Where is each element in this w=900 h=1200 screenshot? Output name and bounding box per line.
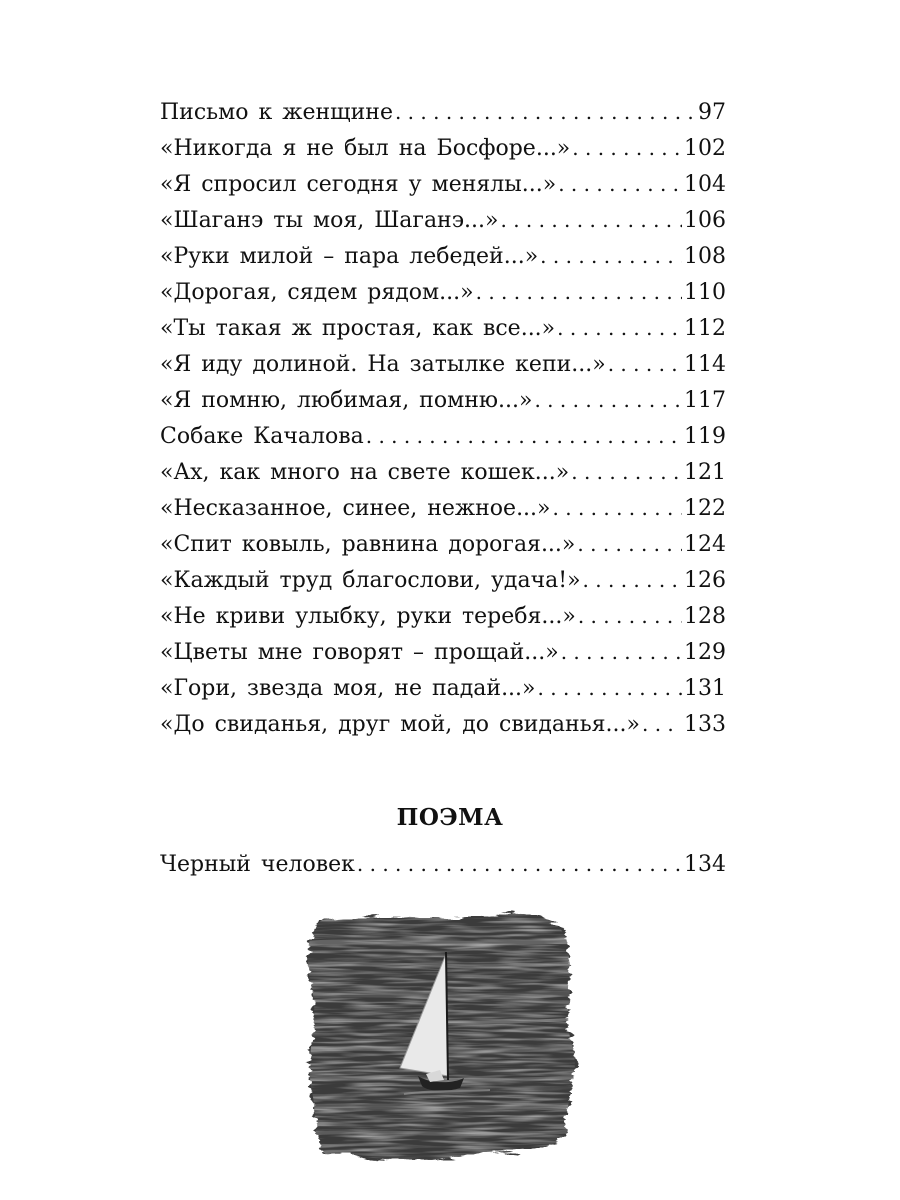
toc-dot-leader bbox=[476, 274, 682, 310]
toc-page-number: 122 bbox=[684, 496, 726, 521]
toc-page-number: 119 bbox=[684, 424, 726, 449]
toc-page-number: 110 bbox=[684, 280, 726, 305]
toc-entry-title: «Я спросил сегодня у менялы...» bbox=[160, 172, 557, 197]
toc-entry[interactable] bbox=[160, 454, 726, 490]
toc-entry-title: «Гори, звезда моя, не падай...» bbox=[160, 676, 536, 701]
toc-dot-leader bbox=[571, 454, 682, 490]
toc-page-number: 102 bbox=[684, 136, 726, 161]
toc-entry[interactable] bbox=[160, 706, 726, 742]
toc-entry-title: «Ты такая ж простая, как все...» bbox=[160, 316, 556, 341]
toc-entry[interactable] bbox=[160, 166, 726, 202]
toc-dot-leader bbox=[357, 846, 682, 882]
toc-entry[interactable] bbox=[160, 94, 726, 130]
toc-entry[interactable] bbox=[160, 310, 726, 346]
toc-entry-title: «Я помню, любимая, помню...» bbox=[160, 388, 533, 413]
toc-page-number: 129 bbox=[684, 640, 726, 665]
toc-entry[interactable] bbox=[160, 526, 726, 562]
section-heading-poem: ПОЭМА bbox=[396, 804, 504, 831]
toc-page-number: 97 bbox=[698, 100, 726, 125]
toc-entry-title: Черный человек bbox=[160, 852, 355, 877]
toc-entry-title: «Ах, как много на свете кошек...» bbox=[160, 460, 570, 485]
toc-entry-title: «Руки милой – пара лебедей...» bbox=[160, 244, 539, 269]
toc-dot-leader bbox=[553, 490, 682, 526]
toc-entry[interactable] bbox=[160, 202, 726, 238]
toc-dot-leader bbox=[557, 310, 682, 346]
toc-dot-leader bbox=[538, 670, 682, 706]
table-of-contents bbox=[160, 94, 726, 742]
toc-entry-title: «Не криви улыбку, руки теребя...» bbox=[160, 604, 576, 629]
toc-entry[interactable] bbox=[160, 598, 726, 634]
toc-entry[interactable] bbox=[160, 670, 726, 706]
toc-entry-title: «Дорогая, сядем рядом...» bbox=[160, 280, 474, 305]
toc-page-number: 133 bbox=[684, 712, 726, 737]
toc-dot-leader bbox=[572, 130, 682, 166]
toc-entry-title: «Несказанное, синее, нежное...» bbox=[160, 496, 551, 521]
toc-entry-title: «Никогда я не был на Босфоре...» bbox=[160, 136, 571, 161]
toc-page-number: 112 bbox=[684, 316, 726, 341]
toc-dot-leader bbox=[608, 346, 682, 382]
toc-dot-leader bbox=[558, 166, 682, 202]
toc-entry[interactable] bbox=[160, 346, 726, 382]
toc-entry-title: Собаке Качалова bbox=[160, 424, 364, 449]
toc-dot-leader bbox=[583, 562, 682, 598]
toc-dot-leader bbox=[578, 598, 682, 634]
toc-page-number: 104 bbox=[684, 172, 726, 197]
toc-page-number: 128 bbox=[684, 604, 726, 629]
toc-dot-leader bbox=[642, 706, 682, 742]
toc-entry[interactable] bbox=[160, 846, 726, 882]
toc-page-number: 106 bbox=[684, 208, 726, 233]
toc-entry-title: «До свиданья, друг мой, до свиданья...» bbox=[160, 712, 640, 737]
toc-entry-title: Письмо к женщине bbox=[160, 100, 393, 125]
toc-dot-leader bbox=[561, 634, 682, 670]
toc-page-number: 134 bbox=[684, 852, 726, 877]
toc-page-number: 126 bbox=[684, 568, 726, 593]
toc-entry-title: «Цветы мне говорят – прощай...» bbox=[160, 640, 559, 665]
toc-entry[interactable] bbox=[160, 274, 726, 310]
toc-page-number: 121 bbox=[684, 460, 726, 485]
toc-page-number: 124 bbox=[684, 532, 726, 557]
toc-entry[interactable] bbox=[160, 418, 726, 454]
toc-entry-title: «Шаганэ ты моя, Шаганэ...» bbox=[160, 208, 499, 233]
toc-entry[interactable] bbox=[160, 382, 726, 418]
toc-entry[interactable] bbox=[160, 238, 726, 274]
sailboat-on-sea-illustration bbox=[300, 904, 590, 1166]
toc-entry-title: «Я иду долиной. На затылке кепи...» bbox=[160, 352, 606, 377]
toc-entry-title: «Спит ковыль, равнина дорогая...» bbox=[160, 532, 576, 557]
toc-page-number: 114 bbox=[684, 352, 726, 377]
toc-dot-leader bbox=[577, 526, 682, 562]
toc-dot-leader bbox=[540, 238, 682, 274]
toc-entry[interactable] bbox=[160, 130, 726, 166]
toc-page-number: 131 bbox=[684, 676, 726, 701]
poem-table-of-contents bbox=[160, 846, 726, 882]
toc-dot-leader bbox=[500, 202, 682, 238]
toc-dot-leader bbox=[534, 382, 682, 418]
toc-dot-leader bbox=[366, 418, 682, 454]
toc-entry[interactable] bbox=[160, 562, 726, 598]
toc-page-number: 117 bbox=[684, 388, 726, 413]
toc-entry-title: «Каждый труд благослови, удача!» bbox=[160, 568, 581, 593]
toc-dot-leader bbox=[395, 94, 696, 130]
toc-entry[interactable] bbox=[160, 490, 726, 526]
toc-entry[interactable] bbox=[160, 634, 726, 670]
toc-page-number: 108 bbox=[684, 244, 726, 269]
